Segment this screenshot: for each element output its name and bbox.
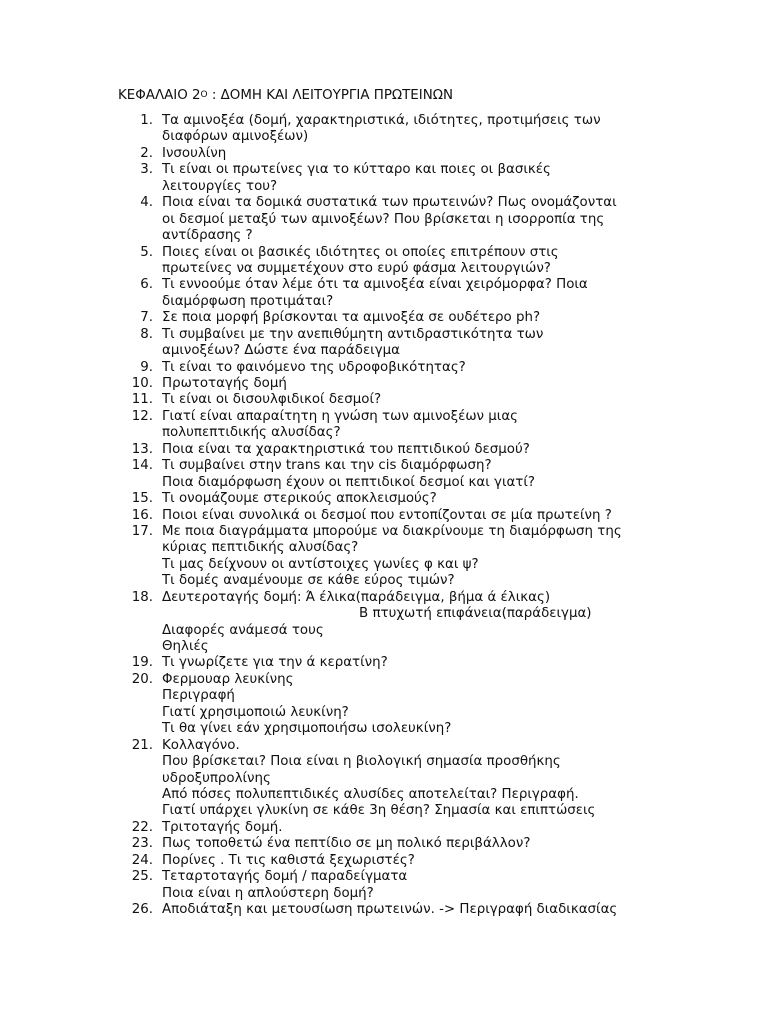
list-item [0,146,768,162]
list-item-text: αμινοξέων? Δώστε ένα παράδειγμα [162,343,400,359]
list-item-number: 23. [131,836,153,852]
list-item-text: Τι μας δείχνουν οι αντίστοιχες γωνίες φ και ψ? [162,556,479,572]
list-item-continuation [0,179,768,195]
list-item-text: Γιατί χρησιμοποιώ λευκίνη? [162,704,349,720]
list-item-text: Τι ονομάζουμε στερικούς αποκλεισμούς? [162,491,437,507]
list-item-text: Τι δομές αναμένουμε σε κάθε εύρος τιμών? [162,573,455,589]
list-item-text: Ποιες είναι οι βασικές ιδιότητες οι οποίες επιτρέπουν στις [162,244,559,260]
list-item-continuation [0,639,768,655]
list-item-text: Σε ποια μορφή βρίσκονται τα αμινοξέα σε ουδέτερο ph? [162,310,541,326]
list-item-text: Που βρίσκεται? Ποια είναι η βιολογική σημασία προσθήκης [162,754,561,770]
list-item-number: 13. [131,441,153,457]
list-item-text: διαφόρων αμινοξέων) [162,129,309,145]
list-item-number: 25. [131,869,153,885]
list-item-text: Τι εννοούμε όταν λέμε ότι τα αμινοξέα είναι χειρόμορφα? Ποια [162,277,588,293]
list-item-text: αντίδρασης ? [162,228,253,244]
list-item-text: Πως τοποθετώ ένα πεπτίδιο σε μη πολικό περιβάλλον? [162,836,531,852]
list-item-continuation [0,129,768,145]
list-item-text: οι δεσμοί μεταξύ των αμινοξέων? Που βρίσκεται η ισορροπία της [162,211,605,227]
list-item-text: Γιατί υπάρχει γλυκίνη σε κάθε 3η θέση? Σημασία και επιπτώσεις [162,803,596,819]
list-item-text: Ποια είναι τα χαρακτηριστικά του πεπτιδικού δεσμού? [162,441,530,457]
list-item-text: Τι συμβαίνει με την ανεπιθύμητη αντιδραστικότητα των [162,326,544,342]
list-item-text: Θηλιές [162,639,209,654]
list-item-number: 19. [131,655,153,671]
list-item [0,310,768,326]
list-item [0,392,768,408]
list-item-text: Με ποια διαγράμματα μπορούμε να διακρίνουμε τη διαμόρφωση της [162,523,622,539]
list-item-number: 9. [140,359,153,375]
list-item [0,655,768,671]
list-item-continuation [0,475,768,491]
list-item-text: Ποια διαμόρφωση έχουν οι πεπτιδικοί δεσμοί και γιατί? [162,474,536,490]
list-item-number: 1. [140,113,153,128]
list-item-number: 15. [131,491,153,507]
list-item-continuation [0,705,768,721]
title-superscript: Ο [200,90,208,100]
list-item [0,524,768,540]
list-item-continuation [0,261,768,277]
list-item-text: κύριας πεπτιδικής αλυσίδας? [162,540,359,556]
list-item-number: 12. [131,408,153,424]
list-item-text: Φερμουαρ λευκίνης [162,671,294,687]
list-item-number: 11. [131,392,153,408]
list-item-number: 18. [131,589,153,605]
list-item-text: διαμόρφωση προτιμάται? [162,293,334,309]
list-item-text: Ποια είναι η απλούστερη δομή? [162,885,374,901]
list-item [0,672,768,688]
list-item-number: 7. [140,310,153,326]
list-item-text: Ινσουλίνη [162,145,227,161]
list-item-number: 8. [140,326,153,342]
list-item-continuation [0,212,768,228]
list-item-continuation [0,771,768,787]
list-item-text: Τι συμβαίνει στην trans και την cis διαμόρφωση? [162,458,492,474]
list-item-number: 17. [131,523,153,539]
list-item [0,195,768,211]
list-item [0,376,768,392]
list-item-continuation [0,228,768,244]
list-item-continuation [0,721,768,737]
list-item [0,113,768,129]
list-item-text: Τεταρτοταγής δομή / παραδείγματα [162,869,408,885]
list-item [0,738,768,754]
list-item-text: πολυπεπτιδικής αλυσίδας? [162,425,341,441]
list-item-text: λειτουργίες του? [162,178,278,194]
list-item-text: Τριτοταγής δομή. [162,819,283,835]
list-item-number: 20. [131,671,153,687]
list-item-continuation [0,787,768,803]
question-list [0,113,768,918]
list-item [0,491,768,507]
list-item-text: Τι είναι οι πρωτείνες για το κύτταρο και ποιες οι βασικές [162,162,551,178]
list-item [0,162,768,178]
list-item-text: Κολλαγόνο. [162,737,240,753]
list-item-text: Αποδιάταξη και μετουσίωση πρωτεινών. -> Περιγραφή διαδικασίας [162,902,618,917]
list-item-continuation [0,754,768,770]
list-item-number: 16. [131,507,153,523]
list-item [0,458,768,474]
list-item-text: Πρωτοταγής δομή [162,376,287,391]
list-item-text: Δευτεροταγής δομή: Ά έλικα(παράδειγμα, βήμα ά έλικας) [162,589,551,605]
list-item-text: Τι γνωρίζετε για την ά κερατίνη? [162,655,388,671]
list-item-text: Τι είναι το φαινόμενο της υδροφοβικότητας? [162,359,466,375]
list-item-continuation [0,623,768,639]
list-item-number: 24. [131,852,153,868]
list-item-text: Διαφορές ανάμεσά τους [162,622,324,638]
title-prefix: ΚΕΦΑΛΑΙΟ 2 [118,88,201,103]
list-item-continuation [0,425,768,441]
list-item-continuation [0,557,768,573]
list-item [0,902,768,918]
list-item [0,836,768,852]
list-item-number: 6. [140,277,153,293]
list-item-continuation [0,688,768,704]
list-item-text: πρωτείνες να συμμετέχουν στο ευρύ φάσμα λειτουργιών? [162,260,551,276]
list-item [0,820,768,836]
list-item-text: Ποια είναι τα δομικά συστατικά των πρωτεινών? Πως ονομάζονται [162,195,617,211]
list-item [0,409,768,425]
list-item-continuation [0,343,768,359]
list-item [0,853,768,869]
list-item [0,442,768,458]
list-item-number: 5. [140,244,153,260]
page-title [118,87,453,106]
list-item [0,245,768,261]
list-item [0,590,768,606]
list-item-number: 26. [131,902,153,917]
list-item-number: 14. [131,458,153,474]
list-item-text: Γιατί είναι απαραίτητη η γνώση των αμινοξέων μιας [162,408,519,424]
list-item-text: υδροξυπρολίνης [162,770,271,786]
list-item-text: Τι θα γίνει εάν χρησιμοποιήσω ισολευκίνη? [162,721,452,737]
list-item-text: Από πόσες πολυπεπτιδικές αλυσίδες αποτελείται? Περιγραφή. [162,786,579,802]
list-item [0,327,768,343]
list-item-number: 21. [131,737,153,753]
list-item-number: 4. [140,195,153,211]
list-item-continuation [0,606,768,622]
list-item-number: 22. [131,819,153,835]
list-item-text: Πορίνες . Τι τις καθιστά ξεχωριστές? [162,852,415,868]
list-item-number: 2. [140,145,153,161]
list-item-number: 10. [131,376,153,391]
list-item-text: Β πτυχωτή επιφάνεια(παράδειγμα) [359,606,592,622]
list-item-continuation [0,540,768,556]
list-item [0,508,768,524]
list-item-text: Περιγραφή [162,688,235,704]
list-item [0,869,768,885]
list-item-continuation [0,294,768,310]
list-item-number: 3. [140,162,153,178]
list-item-continuation [0,803,768,819]
list-item [0,277,768,293]
list-item-text: Ποιοι είναι συνολικά οι δεσμοί που εντοπίζονται σε μία πρωτείνη ? [162,507,612,523]
list-item [0,360,768,376]
list-item-continuation [0,573,768,589]
list-item-text: Τα αμινοξέα (δομή, χαρακτηριστικά, ιδιότητες, προτιμήσεις των [162,113,601,128]
list-item-text: Τι είναι οι δισουλφιδικοί δεσμοί? [162,392,382,408]
title-suffix: : ΔΟΜΗ ΚΑΙ ΛΕΙΤΟΥΡΓΙΑ ΠΡΩΤΕΙΝΩΝ [207,88,453,103]
list-item-continuation [0,886,768,902]
